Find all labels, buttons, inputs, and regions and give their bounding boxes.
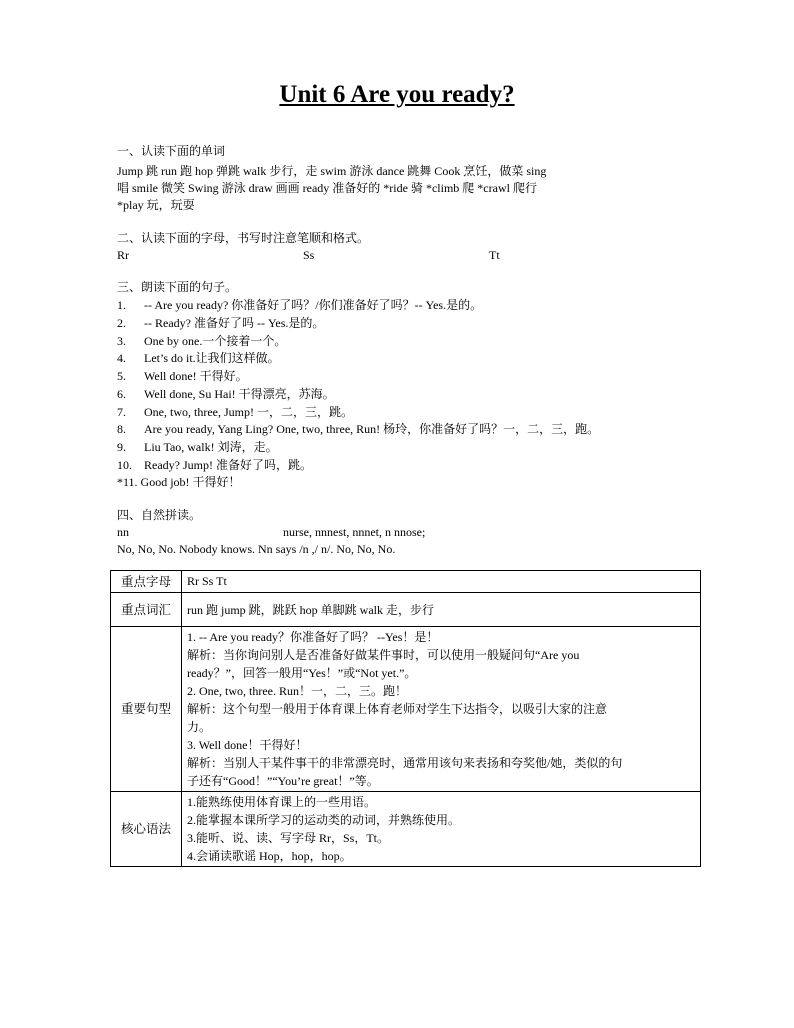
sentence-item — [117, 474, 241, 490]
sentence-item — [117, 386, 335, 402]
sentence-text: Well done! 干得好。 — [144, 369, 248, 383]
sentence-item — [117, 315, 324, 331]
row-content — [182, 593, 701, 627]
table-row — [111, 593, 701, 627]
row-content — [182, 627, 701, 792]
table-row — [111, 571, 701, 593]
row-line: 解析：这个句型一般用于体育课上体育老师对学生下达指令，以吸引大家的注意 — [187, 702, 608, 716]
row-content — [182, 571, 701, 593]
sentence-text: One, two, three, Jump! 一，二，三，跳。 — [144, 405, 353, 419]
section4-heading: 四、自然拼读。 — [117, 508, 202, 522]
table-row — [111, 627, 701, 792]
sentence-text: Liu Tao, walk! 刘涛，走。 — [144, 440, 278, 454]
row-line: 3. Well done！干得好！ — [187, 738, 308, 752]
sentence-text: Well done, Su Hai! 干得漂亮，苏海。 — [144, 387, 335, 401]
sentence-item — [117, 457, 312, 473]
sentence-number: 3. — [117, 334, 126, 348]
sentence-number: 6. — [117, 387, 126, 401]
row-label: 核心语法 — [111, 792, 182, 867]
sentence-number: 1. — [117, 298, 126, 312]
sentence-number: 8. — [117, 422, 126, 436]
sentence-text: Ready? Jump! 准备好了吗，跳。 — [144, 458, 312, 472]
vocab-line: *play 玩，玩耍 — [117, 198, 195, 212]
row-line: ready？”，回答一般用“Yes！”或“Not yet.”。 — [187, 666, 417, 680]
row-line: 2. One, two, three. Run！一，二，三。跑！ — [187, 684, 407, 698]
vocab-line: 唱 smile 微笑 Swing 游泳 draw 画画 ready 准备好的 *ride 骑 *climb 爬 *crawl 爬行 — [117, 181, 537, 195]
sentence-text: Let’s do it.让我们这样做。 — [144, 351, 280, 365]
sentence-text: One by one.一个接着一个。 — [144, 334, 287, 348]
sentence-item — [117, 439, 278, 455]
row-line: 2.能掌握本课所学习的运动类的动词，并熟练使用。 — [187, 813, 461, 827]
row-line: 4.会诵读歌谣 Hop，hop，hop。 — [187, 849, 352, 863]
row-line: 解析：当你询问别人是否准备好做某件事时，可以使用一般疑问句“Are you — [187, 648, 580, 662]
sentence-item — [117, 404, 353, 420]
sentence-text: -- Are you ready? 你准备好了吗？/你们准备好了吗？-- Yes.是的。 — [144, 298, 483, 312]
row-label: 重要句型 — [111, 627, 182, 792]
sentence-item — [117, 368, 248, 384]
vocab-line: Jump 跳 run 跑 hop 弹跳 walk 步行，走 swim 游泳 dance 跳舞 Cook 烹饪，做菜 sing — [117, 164, 547, 178]
row-line: 子还有“Good！”“You’re great！”等。 — [187, 774, 379, 788]
sentence-number: 7. — [117, 405, 126, 419]
letter-tt: Tt — [489, 248, 500, 262]
sentence-number: 5. — [117, 369, 126, 383]
sentence-item — [117, 421, 599, 437]
letter-rr: Rr — [117, 248, 129, 262]
phonics-letter: nn — [117, 525, 129, 539]
section1-heading: 一、认读下面的单词 — [117, 144, 226, 158]
sentence-text: *11. Good job! 干得好！ — [117, 475, 241, 489]
page-title: Unit 6 Are you ready? — [279, 81, 515, 108]
phonics-chant: No, No, No. Nobody knows. Nn says /n ,/ n/. No, No, No. — [117, 542, 396, 556]
row-label: 重点词汇 — [111, 593, 182, 627]
sentence-item — [117, 350, 280, 366]
sentence-item — [117, 333, 286, 349]
row-line: 3.能听、说、读、写字母 Rr，Ss，Tt。 — [187, 831, 390, 845]
summary-table — [110, 570, 701, 867]
row-line: 力。 — [187, 720, 212, 734]
table-row — [111, 792, 701, 867]
section3-heading: 三、朗读下面的句子。 — [117, 280, 238, 294]
sentence-text: Are you ready, Yang Ling? One, two, three, Run! 杨玲，你准备好了吗？一，二，三，跑。 — [144, 422, 600, 436]
sentence-number: 2. — [117, 316, 126, 330]
row-line: 1. -- Are you ready？你准备好了吗？ --Yes！是！ — [187, 630, 439, 644]
phonics-words: nurse, nnnest, nnnet, n nnose; — [283, 525, 426, 539]
row-line: run 跑 jump 跳，跳跃 hop 单脚跳 walk 走，步行 — [187, 602, 434, 617]
row-line: Rr Ss Tt — [187, 574, 227, 588]
sentence-number: 9. — [117, 440, 126, 454]
sentence-number: 10. — [117, 458, 132, 472]
row-line: 解析：当别人干某件事干的非常漂亮时，通常用该句来表扬和夸奖他/她，类似的句 — [187, 756, 623, 770]
row-line: 1.能熟练使用体育课上的一些用语。 — [187, 795, 377, 809]
row-label: 重点字母 — [111, 571, 182, 593]
sentence-number: 4. — [117, 351, 126, 365]
sentence-item — [117, 297, 482, 313]
row-content — [182, 792, 701, 867]
section2-heading: 二、认读下面的字母，书写时注意笔顺和格式。 — [117, 231, 370, 245]
sentence-text: -- Ready? 准备好了吗 -- Yes.是的。 — [144, 316, 325, 330]
letter-ss: Ss — [303, 248, 315, 262]
